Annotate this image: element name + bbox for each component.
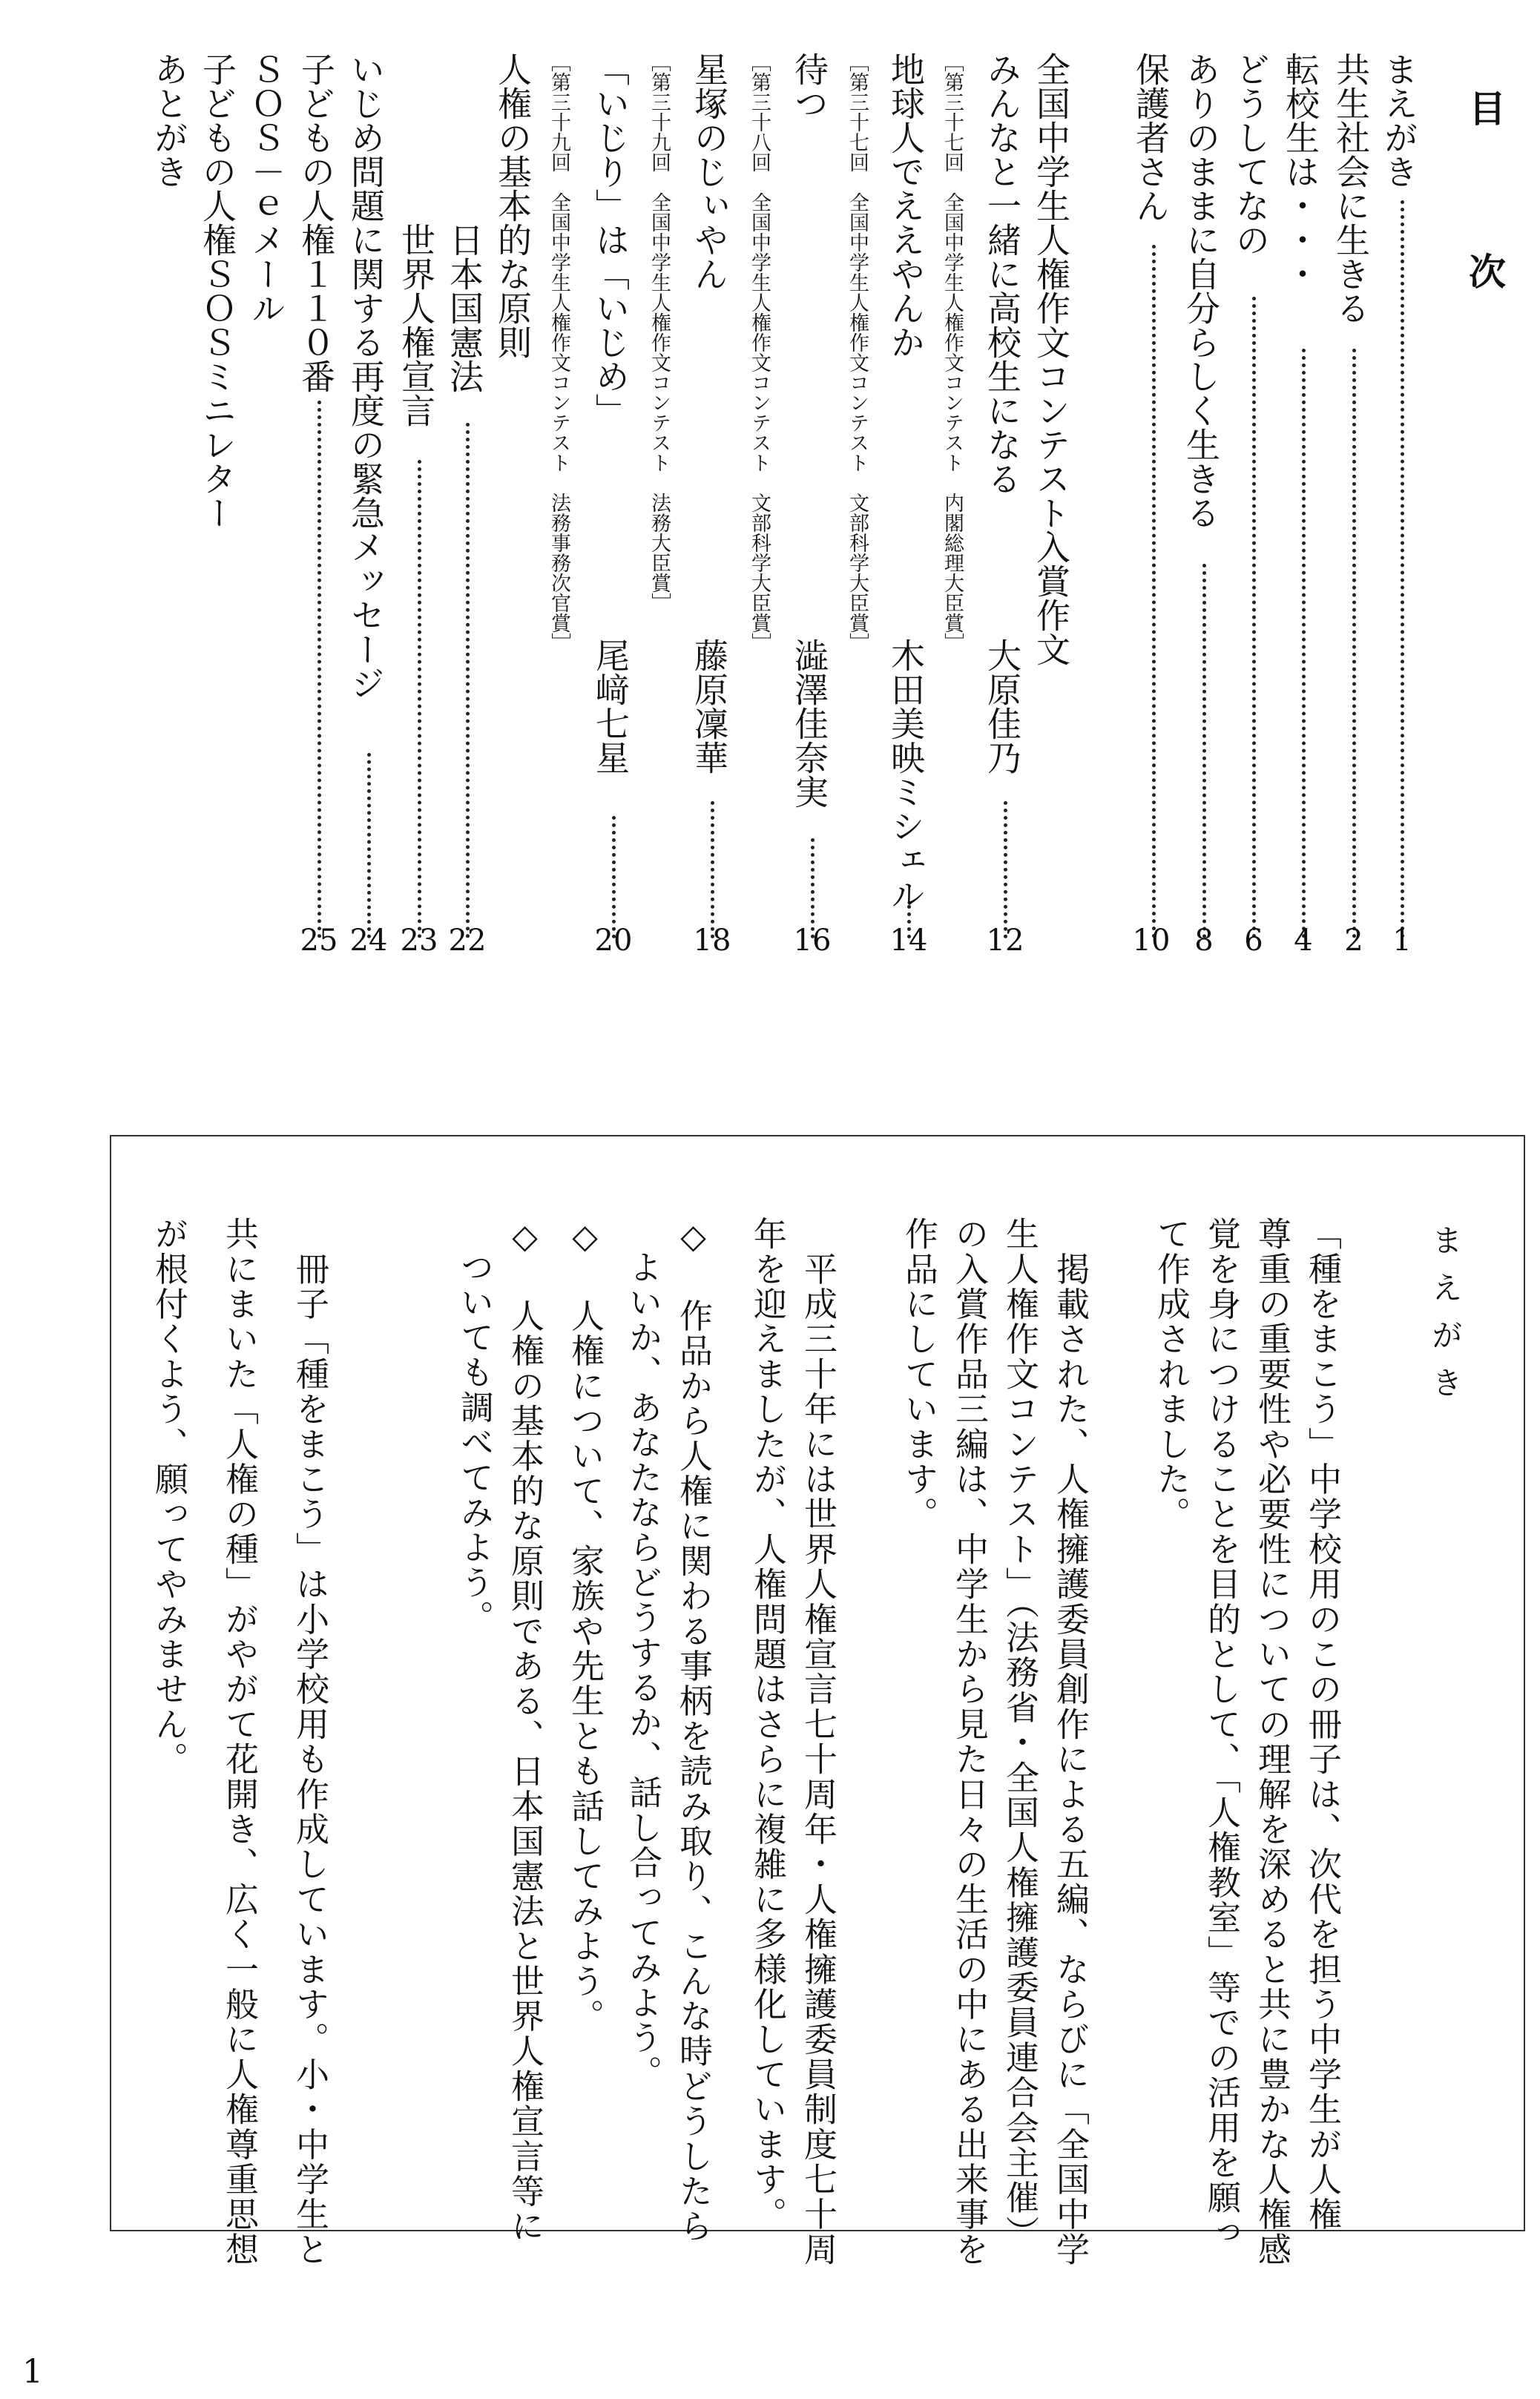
toc-section-heading[interactable] bbox=[490, 52, 542, 912]
toc-entry-subtitle: ［第三十八回 全国中学生人権作文コンテスト 文部科学大臣賞］ bbox=[748, 52, 771, 653]
toc-entry-subtitle: ［第三十七回 全国中学生人権作文コンテスト 内閣総理大臣賞］ bbox=[941, 52, 964, 653]
toc-entry[interactable] bbox=[1128, 52, 1179, 912]
toc-entry-title: 保護者さん bbox=[1131, 52, 1171, 223]
preface-bullet-line: ◇ 人権の基本的な原則である、日本国憲法と世界人権宣言等に bbox=[505, 1217, 544, 2244]
toc-entry[interactable] bbox=[243, 52, 295, 912]
toc-page-number: 14 bbox=[889, 924, 928, 958]
toc-page-number: 6 bbox=[1244, 924, 1263, 958]
toc-leader-dots bbox=[418, 460, 421, 938]
toc-essay-entry[interactable] bbox=[883, 52, 935, 912]
toc-page-number: 8 bbox=[1194, 924, 1214, 958]
toc-entry-title: 日本国憲法 bbox=[444, 223, 484, 393]
preface-line: て作成されました。 bbox=[1151, 1217, 1191, 1532]
toc-leader-dots bbox=[1202, 564, 1206, 938]
preface-line: よいか、あなたならどうするか、話し合ってみよう。 bbox=[623, 1250, 662, 2090]
toc-leader-dots bbox=[612, 816, 616, 938]
toc-entry-title: まえがき bbox=[1379, 52, 1419, 188]
toc-page-number: 25 bbox=[300, 924, 338, 958]
toc-entry-author: 澁澤佳奈実 bbox=[789, 638, 829, 809]
toc-entry-author: 尾﨑七星 bbox=[590, 638, 631, 774]
toc-page-number: 12 bbox=[986, 924, 1024, 958]
toc-entry-title: 子どもの人権１１０番 bbox=[296, 52, 336, 393]
preface-title: まえがき bbox=[1427, 1224, 1464, 1414]
preface-line: 掲載された、人権擁護委員創作による五編、ならびに「全国中学 bbox=[1050, 1217, 1090, 2267]
toc-essay-entry[interactable] bbox=[786, 52, 838, 912]
toc-entry-title: 世界人権宣言 bbox=[396, 223, 436, 427]
toc-entry-subtitle: ［第三十九回 全国中学生人権作文コンテスト 法務事務次官賞］ bbox=[547, 52, 570, 653]
toc-leader-dots bbox=[711, 801, 714, 938]
preface-line: 覚を身につけることを目的として、「人権教室」等での活用を願っ bbox=[1202, 1217, 1241, 2251]
toc-entry-title: いじめ問題に関する再度の緊急メッセージ bbox=[346, 52, 386, 700]
toc-page-number: 1 bbox=[1392, 924, 1412, 958]
toc-award-note bbox=[648, 52, 677, 912]
toc-entry[interactable] bbox=[293, 52, 345, 912]
toc-entry-title: 待つ bbox=[789, 52, 829, 120]
toc-entry-title: 人権の基本的な原則 bbox=[493, 52, 533, 359]
toc-award-note bbox=[748, 52, 777, 912]
toc-entry[interactable] bbox=[441, 52, 493, 912]
toc-essay-entry[interactable] bbox=[588, 52, 639, 912]
toc-entry[interactable] bbox=[1228, 52, 1280, 912]
toc-leader-dots bbox=[1004, 801, 1007, 938]
toc-entry-author: 藤原凜華 bbox=[689, 638, 729, 774]
toc-award-note bbox=[547, 52, 577, 912]
toc-page-number: 2 bbox=[1344, 924, 1363, 958]
toc-page-number: 23 bbox=[400, 924, 438, 958]
preface-line: 尊重の重要性や必要性についての理解を深めると共に豊かな人権感 bbox=[1252, 1217, 1291, 2267]
toc-entry-title: 転校生は・・・ bbox=[1280, 52, 1320, 291]
page-number: 1 bbox=[22, 2353, 43, 2391]
toc-essay-entry[interactable] bbox=[979, 52, 1031, 912]
toc-entry-title: 子どもの人権ＳＯＳミニレター bbox=[197, 52, 237, 530]
toc-entry[interactable] bbox=[1328, 52, 1380, 912]
preface-line: 平成三十年には世界人権宣言七十周年・人権擁護委員制度七十周 bbox=[798, 1217, 838, 2267]
preface-bullet-line: ◇ 作品から人権に関わる事柄を読み取り、こんな時どうしたら bbox=[674, 1217, 713, 2244]
toc-entry-title: 全国中学生人権作文コンテスト入賞作文 bbox=[1031, 52, 1071, 666]
toc-section-heading[interactable] bbox=[1028, 52, 1080, 912]
toc-leader-dots bbox=[1252, 297, 1256, 938]
toc-leader-dots bbox=[1302, 349, 1306, 938]
toc-entry[interactable] bbox=[1277, 52, 1329, 912]
toc-entry-title: 星塚のじぃやん bbox=[689, 52, 729, 291]
toc-entry-title: ＳＯＳ－ｅメール bbox=[246, 52, 286, 325]
preface-line: の入賞作品三編は、中学生から見た日々の生活の中にある出来事を bbox=[950, 1217, 989, 2267]
preface-line: 生人権作文コンテスト」（法務省・全国人権擁護委員連合会主催） bbox=[1000, 1217, 1039, 2251]
toc-entry-subtitle: ［第三十九回 全国中学生人権作文コンテスト 法務大臣賞］ bbox=[648, 52, 671, 613]
toc-entry-author: 大原佳乃 bbox=[982, 638, 1022, 774]
toc-entry-title: みんなと一緒に高校生になる bbox=[982, 52, 1022, 496]
toc-award-note bbox=[941, 52, 970, 912]
toc-entry-title: ありのままに自分らしく生きる bbox=[1181, 52, 1221, 530]
toc-entry-preface[interactable] bbox=[1376, 52, 1428, 912]
preface-line: ついても調べてみよう。 bbox=[455, 1250, 494, 1636]
toc-leader-dots bbox=[466, 423, 470, 938]
toc-entry[interactable] bbox=[1178, 52, 1230, 912]
toc-leader-dots bbox=[367, 753, 371, 938]
toc-entry[interactable] bbox=[146, 52, 198, 912]
preface-line: 冊子「種をまこう」は小学校用も作成しています。小・中学生と bbox=[290, 1217, 329, 2267]
toc-leader-dots bbox=[1401, 200, 1404, 938]
toc-page-number: 4 bbox=[1294, 924, 1313, 958]
toc-essay-entry[interactable] bbox=[686, 52, 738, 912]
toc-page-number: 24 bbox=[349, 924, 388, 958]
preface-line: 共にまいた「人権の種」がやがて花開き、広く一般に人権尊重思想 bbox=[220, 1217, 259, 2267]
toc-leader-dots bbox=[1352, 349, 1356, 938]
preface-line: 作品にしています。 bbox=[899, 1217, 938, 1532]
toc-page-number: 10 bbox=[1132, 924, 1171, 958]
toc-leader-dots bbox=[317, 401, 321, 938]
toc-award-note bbox=[846, 52, 875, 912]
toc-entry-title: 共生社会に生きる bbox=[1331, 52, 1371, 325]
toc-page-number: 18 bbox=[693, 924, 731, 958]
toc-entry[interactable] bbox=[194, 52, 246, 912]
toc-entry-title: あとがき bbox=[149, 52, 189, 188]
preface-bullet-line: ◇ 人権について、家族や先生とも話してみよう。 bbox=[565, 1217, 605, 2034]
toc-page-number: 16 bbox=[793, 924, 832, 958]
preface-line: 「種をまこう」中学校用のこの冊子は、次代を担う中学生が人権 bbox=[1303, 1217, 1342, 2232]
preface-line: 年を迎えましたが、人権問題はさらに複雑に多様化しています。 bbox=[748, 1217, 787, 2232]
toc-page-number: 20 bbox=[594, 924, 633, 958]
toc-title: 目 次 bbox=[1463, 89, 1507, 334]
toc-entry-title: 地球人でええやんか bbox=[886, 52, 926, 359]
toc-entry-author: 木田美映ミシェル bbox=[886, 638, 926, 911]
preface-line: が根付くよう、願ってやみません。 bbox=[149, 1217, 188, 1777]
toc-entry-subtitle: ［第三十七回 全国中学生人権作文コンテスト 文部科学大臣賞］ bbox=[846, 52, 869, 653]
toc-leader-dots bbox=[1152, 245, 1156, 938]
toc-entry-title: 「いじり」は「いじめ」 bbox=[590, 52, 631, 427]
toc-entry[interactable] bbox=[343, 52, 395, 912]
toc-entry-title: どうしてなの bbox=[1231, 52, 1271, 257]
toc-page-number: 22 bbox=[448, 924, 487, 958]
toc-entry[interactable] bbox=[393, 52, 445, 912]
